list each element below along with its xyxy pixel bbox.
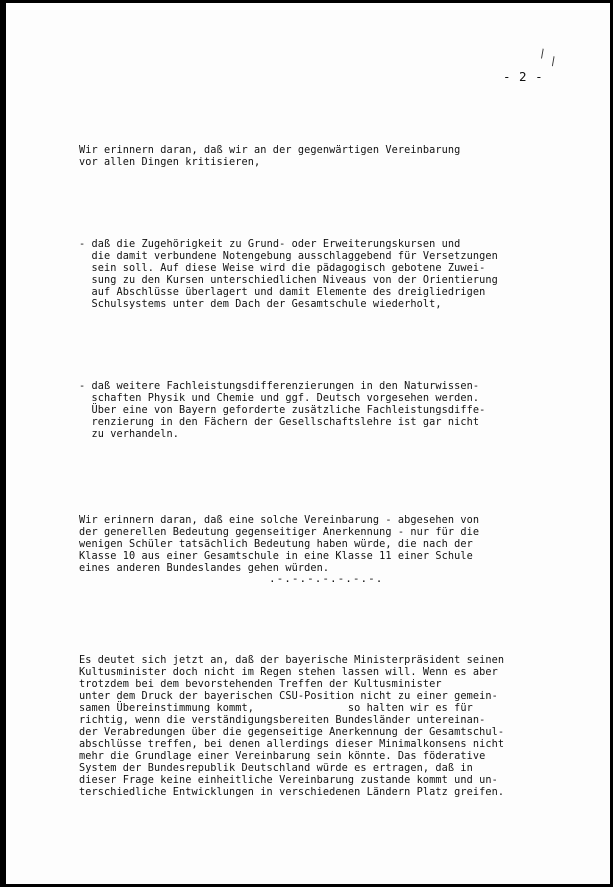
list-item: [79, 380, 553, 440]
paragraph-line: dieser Frage keine einheitliche Vereinbarung zustande kommt und un-: [79, 773, 498, 786]
paragraph-line: Kultusminister doch nicht im Regen stehen lassen will. Wenn es aber: [79, 665, 498, 678]
list-line-text: schaften Physik und Chemie und ggf. Deutsch vorgesehen werden.: [91, 391, 480, 404]
bullet-dash: -: [79, 379, 86, 392]
intro-line: vor allen Dingen kritisieren,: [79, 155, 261, 168]
paragraph-recognition: [79, 514, 553, 574]
list-line-text: die damit verbundene Notengebung ausschlaggebend für Versetzungen: [91, 249, 498, 262]
paragraph-line: richtig, wenn die verständigungsbereiten Bundesländer untereinan-: [79, 713, 486, 726]
paragraph-ministers: [79, 654, 553, 798]
paragraph-line: der generellen Bedeutung gegenseitiger Anerkennung - nur für die: [79, 525, 480, 538]
list-line-text: zu verhandeln.: [91, 427, 180, 440]
list-line-text: renzierung in den Fächern der Gesellschaftslehre ist gar nicht: [91, 415, 480, 428]
list-line: [79, 298, 553, 310]
list-line-text: Über eine von Bayern geforderte zusätzliche Fachleistungsdiffe-: [91, 403, 486, 416]
list-line-text: auf Abschlüsse überlagert und damit Elemente des dreigliedrigen: [91, 285, 486, 298]
paragraph-line: eines anderen Bundeslandes gehen würden.: [79, 561, 330, 574]
paragraph-line: mehr die Grundlage einer Vereinbarung sein könnte. Das föderative: [79, 749, 486, 762]
list-line-text: daß die Zugehörigkeit zu Grund- oder Erweiterungskursen und: [91, 237, 461, 250]
paragraph-line: terschiedliche Entwicklungen in verschiedenen Ländern Platz greifen.: [79, 785, 505, 798]
list-line: [79, 428, 553, 440]
paragraph-line: Klasse 10 aus einer Gesamtschule in eine Klasse 11 einer Schule: [79, 549, 473, 562]
list-line-text: sung zu den Kursen unterschiedlichen Niveaus von der Orientierung: [91, 273, 498, 286]
document-body: [79, 120, 553, 822]
bullet-dash: -: [79, 237, 86, 250]
paragraph-line: unter dem Druck der bayerischen CSU-Position nicht zu einer gemein-: [79, 689, 498, 702]
paragraph-line: samen Übereinstimmung kommt, so halten wir es für: [79, 701, 473, 714]
list-line-text: Schulsystems unter dem Dach der Gesamtschule wiederholt,: [91, 297, 442, 310]
end-separator: .-.-.-.-.-.-.-.: [269, 572, 384, 585]
intro-paragraph: [79, 144, 553, 168]
intro-line: Wir erinnern daran, daß wir an der gegenwärtigen Vereinbarung: [79, 143, 461, 156]
list-line-text: sein soll. Auf diese Weise wird die pädagogisch gebotene Zuwei-: [91, 261, 486, 274]
paragraph-line: wenigen Schüler tatsächlich Bedeutung haben würde, die nach der: [79, 537, 473, 550]
paragraph-line: trotzdem bei dem bevorstehenden Treffen der Kultusminister: [79, 677, 442, 690]
paragraph-line: abschlüsse treffen, bei denen allerdings dieser Minimalkonsens nicht: [79, 737, 505, 750]
margin-marks: \ \: [536, 46, 560, 69]
paragraph-line: der Verabredungen über die gegenseitige Anerkennung der Gesamtschul-: [79, 725, 505, 738]
paragraph-line: Wir erinnern daran, daß eine solche Vereinbarung - abgesehen von: [79, 513, 480, 526]
list-line-text: daß weitere Fachleistungsdifferenzierungen in den Naturwissen-: [91, 379, 480, 392]
paragraph-line: Es deutet sich jetzt an, daß der bayerische Ministerpräsident seinen: [79, 653, 505, 666]
paragraph-line: System der Bundesrepublik Deutschland würde es ertragen, daß in: [79, 761, 473, 774]
page-number: - 2 -: [503, 69, 544, 84]
list-item: [79, 238, 553, 310]
